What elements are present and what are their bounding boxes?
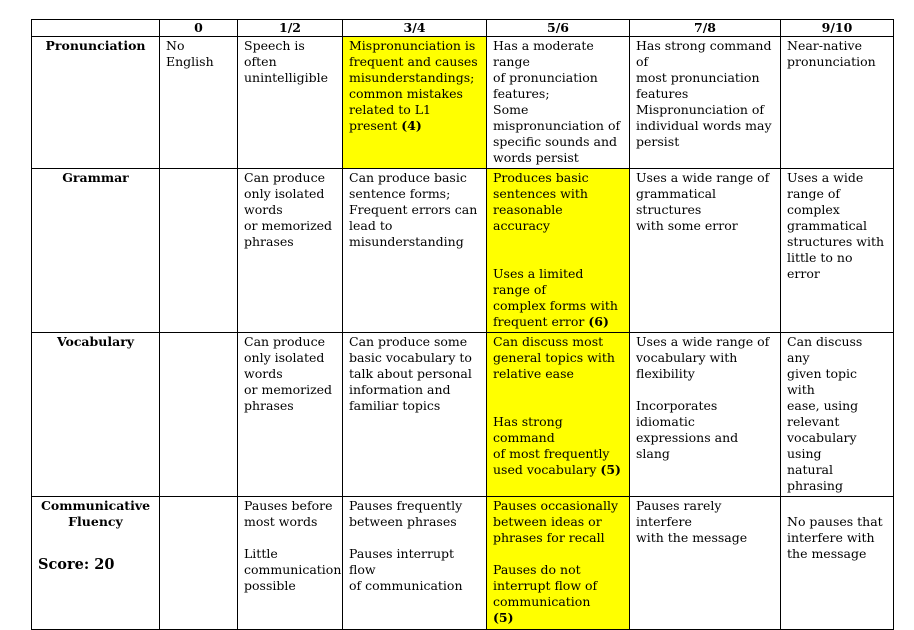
cell-level-1-2 [238, 497, 343, 630]
selected-count: (6) [588, 314, 609, 329]
row-label: Vocabulary [32, 333, 160, 497]
header-level-1-2: 1/2 [238, 20, 343, 37]
rubric-table [31, 19, 894, 630]
cell-text: Can produce only isolated words or memorized phrases [244, 170, 333, 249]
row-label: Pronunciation [32, 37, 160, 169]
row-label: Grammar [32, 169, 160, 333]
cell-text: Uses a wide range of vocabulary with flexibility [636, 334, 770, 381]
cell-text: Uses a wide range of grammatical structures with some error [636, 170, 770, 233]
cell-text: Pauses before most words [244, 498, 333, 529]
cell-text: Little communication possible [244, 546, 342, 593]
cell-level-0 [160, 497, 238, 630]
cell-text: Pauses interrupt flow of communication [349, 546, 463, 593]
cell-level-5-6 [487, 333, 630, 497]
cell-text: No pauses that interfere with the message [787, 514, 883, 561]
cell-text: Near-native pronunciation [787, 38, 876, 69]
selected-count: (5) [493, 610, 514, 625]
cell-text: Incorporates idiomatic expressions and slang [636, 398, 739, 461]
table-row [32, 497, 894, 630]
cell-text: Can discuss most general topics with relative ease [493, 334, 615, 381]
table-row [32, 37, 894, 169]
cell-level-5-6 [487, 37, 630, 169]
cell-text: Pauses frequently between phrases [349, 498, 463, 529]
cell-level-5-6 [487, 169, 630, 333]
cell-text: Can produce only isolated words or memorized phrases [244, 334, 333, 413]
cell-level-0 [160, 333, 238, 497]
header-corner [32, 20, 160, 37]
selected-count: (4) [401, 118, 422, 133]
table-row [32, 333, 894, 497]
cell-level-7-8 [630, 497, 781, 630]
cell-level-0 [160, 37, 238, 169]
paragraph-spacer [493, 398, 623, 414]
cell-level-9-10 [781, 497, 894, 630]
cell-text: Speech is often unintelligible [244, 38, 328, 85]
cell-text: No English [166, 38, 214, 69]
cell-level-7-8 [630, 333, 781, 497]
cell-level-1-2 [238, 333, 343, 497]
paragraph-spacer [493, 250, 623, 266]
cell-text: Can discuss any given topic with ease, using relevant vocabulary using natural phrasing [787, 334, 863, 493]
cell-level-5-6 [487, 497, 630, 630]
cell-level-0 [160, 169, 238, 333]
header-level-7-8: 7/8 [630, 20, 781, 37]
cell-text: Pauses rarely interfere with the message [636, 498, 748, 545]
header-level-0: 0 [160, 20, 238, 37]
cell-text: Produces basic sentences with reasonable accuracy [493, 170, 589, 233]
header-level-3-4: 3/4 [343, 20, 487, 37]
cell-text: Has a moderate range of pronunciation features; Some mispronunciation of specific sounds and words persist [493, 38, 621, 165]
cell-text: Can produce some basic vocabulary to talk about personal information and familiar topics [349, 334, 472, 413]
cell-text: Pauses do not interrupt flow of communication [493, 562, 598, 609]
selected-count: (5) [600, 462, 621, 477]
cell-level-9-10 [781, 37, 894, 169]
cell-text: Has strong command of most pronunciation features Mispronunciation of individual words may persist [636, 38, 772, 149]
cell-level-1-2 [238, 37, 343, 169]
cell-text: Uses a wide range of complex grammatical structures with little to no error [787, 170, 885, 281]
cell-text: Has strong command of most frequently used vocabulary [493, 414, 610, 477]
table-row [32, 169, 894, 333]
cell-text: Mispronunciation is frequent and causes misunderstandings; common mistakes related to L1 present [349, 38, 478, 133]
cell-level-3-4 [343, 169, 487, 333]
header-level-9-10: 9/10 [781, 20, 894, 37]
cell-text: Can produce basic sentence forms; Frequent errors can lead to misunderstanding [349, 170, 478, 249]
cell-level-9-10 [781, 169, 894, 333]
cell-level-1-2 [238, 169, 343, 333]
score-text: Score: 20 [38, 556, 115, 573]
cell-text: Uses a limited range of complex forms with frequent error [493, 266, 618, 329]
cell-level-3-4 [343, 333, 487, 497]
cell-level-7-8 [630, 169, 781, 333]
cell-level-7-8 [630, 37, 781, 169]
header-level-5-6: 5/6 [487, 20, 630, 37]
header-row [32, 20, 894, 37]
cell-level-3-4 [343, 37, 487, 169]
cell-level-3-4 [343, 497, 487, 630]
row-label: Communicative Fluency [32, 497, 160, 630]
cell-level-9-10 [781, 333, 894, 497]
rubric-body [32, 37, 894, 630]
cell-text: Pauses occasionally between ideas or phrases for recall [493, 498, 619, 545]
